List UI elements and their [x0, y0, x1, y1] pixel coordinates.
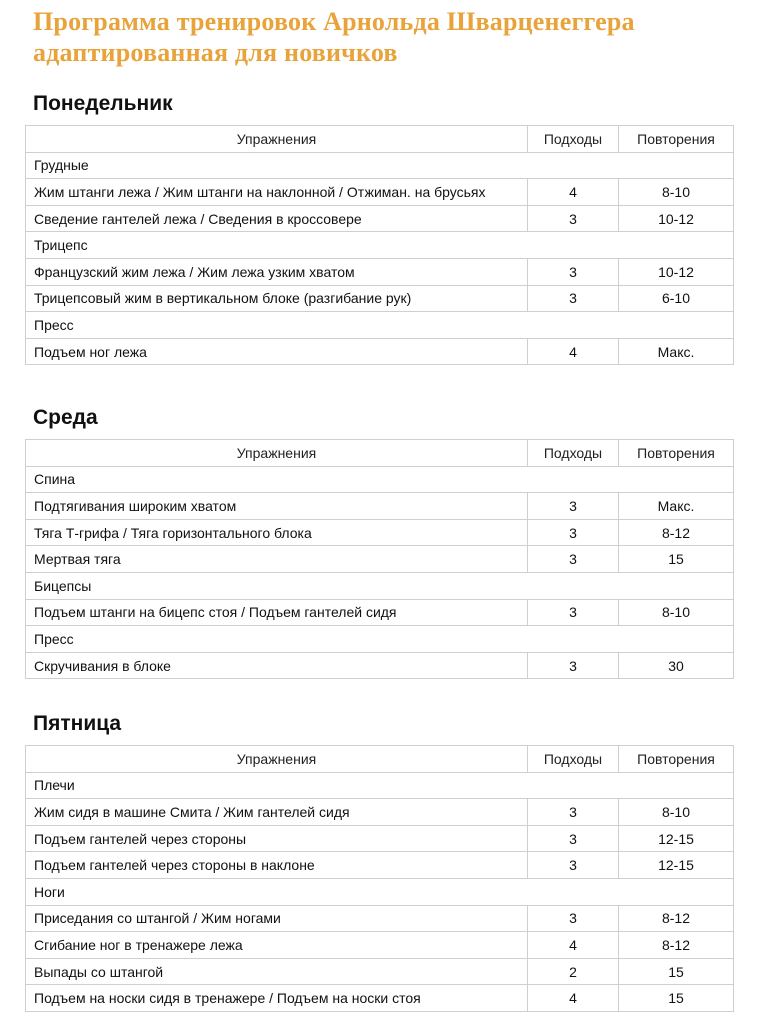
reps-value: 8-12	[619, 905, 734, 932]
column-header-sets: Подходы	[528, 440, 619, 467]
sets-value: 2	[528, 958, 619, 985]
table-header-row	[26, 126, 734, 153]
exercise-name: Выпады со штангой	[26, 958, 528, 985]
exercise-name: Подъем ног лежа	[26, 338, 528, 365]
day-heading: Пятница	[33, 712, 122, 735]
exercise-row	[26, 932, 734, 959]
sets-value: 4	[528, 985, 619, 1012]
reps-value: 8-10	[619, 599, 734, 626]
reps-value: Макс.	[619, 338, 734, 365]
muscle-group-row	[26, 772, 734, 799]
column-header-reps: Повторения	[619, 440, 734, 467]
muscle-group-row	[26, 572, 734, 599]
column-header-sets: Подходы	[528, 126, 619, 153]
exercise-name: Приседания со штангой / Жим ногами	[26, 905, 528, 932]
sets-value: 3	[528, 493, 619, 520]
sets-value: 4	[528, 932, 619, 959]
exercise-row	[26, 205, 734, 232]
reps-value: 30	[619, 652, 734, 679]
muscle-group-label: Трицепс	[26, 232, 734, 259]
exercise-row	[26, 799, 734, 826]
exercise-name: Тяга Т-грифа / Тяга горизонтального блока	[26, 519, 528, 546]
sets-value: 3	[528, 546, 619, 573]
exercise-row	[26, 338, 734, 365]
day-heading: Понедельник	[33, 92, 173, 115]
sets-value: 3	[528, 825, 619, 852]
muscle-group-label: Плечи	[26, 772, 734, 799]
muscle-group-row	[26, 152, 734, 179]
title-line-1: Программа тренировок Арнольда Шварценеггера	[33, 7, 635, 36]
reps-value: 6-10	[619, 285, 734, 312]
title-line-2: адаптированная для новичков	[33, 38, 398, 67]
workout-table	[25, 745, 734, 1012]
column-header-reps: Повторения	[619, 746, 734, 773]
reps-value: 15	[619, 958, 734, 985]
column-header-sets: Подходы	[528, 746, 619, 773]
reps-value: 10-12	[619, 258, 734, 285]
exercise-row	[26, 599, 734, 626]
table-header-row	[26, 440, 734, 467]
sets-value: 3	[528, 519, 619, 546]
exercise-row	[26, 958, 734, 985]
exercise-name: Скручивания в блоке	[26, 652, 528, 679]
exercise-name: Трицепсовый жим в вертикальном блоке (разгибание рук)	[26, 285, 528, 312]
exercise-row	[26, 852, 734, 879]
muscle-group-label: Пресс	[26, 312, 734, 339]
day-heading: Среда	[33, 406, 98, 429]
muscle-group-row	[26, 626, 734, 653]
exercise-row	[26, 905, 734, 932]
exercise-row	[26, 258, 734, 285]
muscle-group-label: Пресс	[26, 626, 734, 653]
column-header-exercises: Упражнения	[26, 746, 528, 773]
exercise-row	[26, 519, 734, 546]
reps-value: 8-10	[619, 799, 734, 826]
exercise-name: Мертвая тяга	[26, 546, 528, 573]
sets-value: 3	[528, 599, 619, 626]
sets-value: 3	[528, 652, 619, 679]
muscle-group-label: Ноги	[26, 878, 734, 905]
muscle-group-label: Грудные	[26, 152, 734, 179]
sets-value: 3	[528, 852, 619, 879]
exercise-row	[26, 493, 734, 520]
table-header-row	[26, 746, 734, 773]
column-header-reps: Повторения	[619, 126, 734, 153]
exercise-name: Жим штанги лежа / Жим штанги на наклонной / Отжиман. на брусьях	[26, 179, 528, 206]
reps-value: 8-10	[619, 179, 734, 206]
muscle-group-label: Спина	[26, 466, 734, 493]
column-header-exercises: Упражнения	[26, 440, 528, 467]
reps-value: 15	[619, 985, 734, 1012]
workout-table	[25, 439, 734, 679]
exercise-name: Французский жим лежа / Жим лежа узким хватом	[26, 258, 528, 285]
reps-value: 15	[619, 546, 734, 573]
exercise-row	[26, 285, 734, 312]
muscle-group-row	[26, 312, 734, 339]
exercise-name: Сведение гантелей лежа / Сведения в кроссовере	[26, 205, 528, 232]
reps-value: Макс.	[619, 493, 734, 520]
exercise-name: Подъем гантелей через стороны в наклоне	[26, 852, 528, 879]
sets-value: 3	[528, 799, 619, 826]
muscle-group-label: Бицепсы	[26, 572, 734, 599]
sets-value: 3	[528, 205, 619, 232]
exercise-name: Подтягивания широким хватом	[26, 493, 528, 520]
exercise-name: Жим сидя в машине Смита / Жим гантелей сидя	[26, 799, 528, 826]
exercise-name: Сгибание ног в тренажере лежа	[26, 932, 528, 959]
exercise-row	[26, 652, 734, 679]
sets-value: 4	[528, 179, 619, 206]
exercise-row	[26, 985, 734, 1012]
exercise-row	[26, 825, 734, 852]
reps-value: 10-12	[619, 205, 734, 232]
exercise-name: Подъем штанги на бицепс стоя / Подъем гантелей сидя	[26, 599, 528, 626]
muscle-group-row	[26, 878, 734, 905]
exercise-name: Подъем гантелей через стороны	[26, 825, 528, 852]
page-title	[33, 6, 635, 68]
reps-value: 12-15	[619, 852, 734, 879]
reps-value: 8-12	[619, 932, 734, 959]
exercise-row	[26, 179, 734, 206]
reps-value: 12-15	[619, 825, 734, 852]
sets-value: 4	[528, 338, 619, 365]
exercise-name: Подъем на носки сидя в тренажере / Подъем на носки стоя	[26, 985, 528, 1012]
sets-value: 3	[528, 905, 619, 932]
column-header-exercises: Упражнения	[26, 126, 528, 153]
sets-value: 3	[528, 285, 619, 312]
sets-value: 3	[528, 258, 619, 285]
workout-table	[25, 125, 734, 365]
exercise-row	[26, 546, 734, 573]
muscle-group-row	[26, 232, 734, 259]
reps-value: 8-12	[619, 519, 734, 546]
muscle-group-row	[26, 466, 734, 493]
